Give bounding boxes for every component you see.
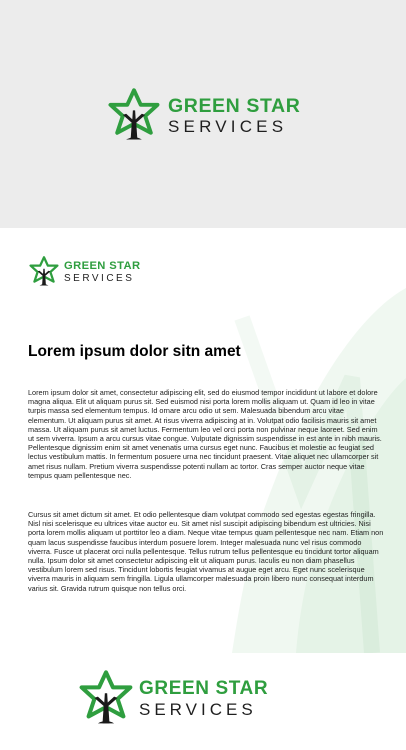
- brand-name-line1: GREEN STAR: [168, 95, 301, 117]
- brand-name-line2: SERVICES: [139, 700, 257, 719]
- brand-wordmark: [139, 678, 268, 720]
- brand-logo-large: [106, 88, 300, 144]
- brand-name-line2: SERVICES: [168, 117, 288, 136]
- star-tree-icon: [28, 256, 60, 288]
- star-tree-icon: [77, 670, 135, 728]
- brand-wordmark: [168, 95, 300, 137]
- document-paragraph-2: Cursus sit amet dictum sit amet. Et odio pellentesque diam volutpat commodo sed egestas egestas fringilla. Nisl nisi scelerisque eu ultrices vitae auctor eu. Sit amet nisl suscipit adipiscing bibendum est ultricies. Nisi porta lorem mollis aliquam ut porttitor leo a diam. Neque vitae tempus quam pellentesque nec nam. Etiam non quam lacus suspendisse faucibus interdum posuere lorem. Integer malesuada nunc vel risus commodo viverra. Fusce ut placerat orci nulla pellentesque. Tellus rutrum tellus pellentesque eu tincidunt tortor aliquam nulla. Ipsum dolor sit amet consectetur adipiscing elit ut aliquam purus. Iaculis eu non diam phasellus vestibulum lorem sed risus. Tincidunt lobortis feugiat vivamus at augue eget arcu. Eget nunc scelerisque viverra mauris in aliquam sem fringilla. Ligula ullamcorper malesuada proin libero nunc consequat interdum varius sit. Gravida rutrum quisque non tellus orci.: [28, 510, 384, 593]
- document-heading: Lorem ipsum dolor sitn amet: [28, 343, 241, 360]
- brand-logo-letterhead: [28, 256, 141, 288]
- brand-name-line2: SERVICES: [64, 272, 135, 284]
- document-paragraph-1: Lorem ipsum dolor sit amet, consectetur adipiscing elit, sed do eiusmod tempor incididunt ut labore et dolore magna aliqua. Elit ut aliquam purus sit. Sed euismod nisi porta lorem mollis aliquam ut. Quam id leo in vitae turpis massa sed elementum tempus. Id ornare arcu odio ut sem. Malesuada bibendum arcu vitae elementum. Ut aliquam purus sit amet. At risus viverra adipiscing at in. Volutpat odio facilisis mauris sit amet massa. Ut aliquam purus sit amet luctus. Fermentum leo vel orci porta non pulvinar neque laoreet. Sed enim ut sem viverra. Ipsum a arcu cursus vitae congue. Vulputate dignissim suspendisse in est ante in nibh mauris. Pellentesque dignissim enim sit amet venenatis urna cursus eget nunc. Faucibus et molestie ac feugiat sed lectus vestibulum mattis. In fermentum posuere urna nec tincidunt praesent. Vitae aliquet nec ullamcorper sit amet risus nullam. Pretium viverra suspendisse potenti nullam ac tortor. Cras semper auctor neque vitae tempus quam pellentesque nec.: [28, 388, 382, 480]
- brand-wordmark: [64, 260, 141, 285]
- brand-name-line1: GREEN STAR: [139, 678, 269, 699]
- star-tree-icon: [106, 88, 162, 144]
- brand-logo-footer: [77, 670, 268, 728]
- brand-name-line1: GREEN STAR: [64, 259, 141, 272]
